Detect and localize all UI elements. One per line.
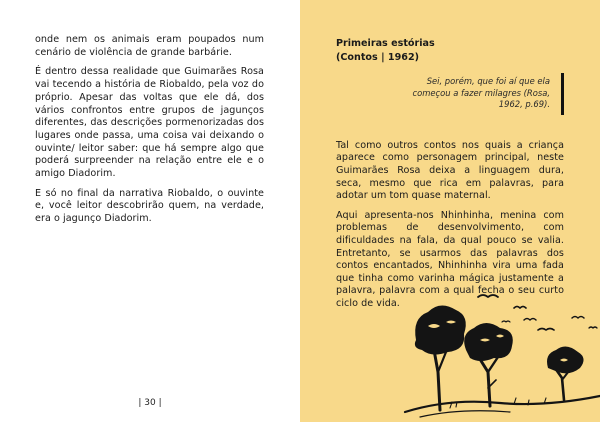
section-subtitle: (Contos | 1962) — [336, 51, 420, 63]
left-paragraph-3: E só no final da narrativa Riobaldo, o ouvinte e, você leitor descobrirão quem, na verdade, era o jagunço Diadorim. — [35, 187, 264, 225]
right-paragraph-1: Tal como outros contos nos quais a criança aparece como personagem principal, neste Guimarães Rosa deixa a linguagem dura, seca, mesmo que rica em palavras, para adotar um tom quase maternal. — [336, 139, 564, 202]
epigraph-quote — [408, 76, 564, 111]
section-title: Primeiras estórias — [336, 38, 435, 49]
right-body — [336, 140, 564, 311]
quote-bar — [561, 73, 564, 115]
left-paragraph-2: É dentro dessa realidade que Guimarães Rosa vai tecendo a história de Riobaldo, pela voz do próprio. Apesar das voltas que ele dá, dos vários confrontos entre grupos de jagunços diferentes, das descrições pormenorizadas dos lugares onde passa, uma coisa vai deixando o ouvinte/ leitor saber: que há sempre algo que poderá surpreender na relação entre ele e o amigo Diadorim. — [35, 66, 264, 180]
page-number: | 30 | — [138, 398, 162, 408]
left-paragraph-1: onde nem os animais eram poupados num cenário de violência de grande barbárie. — [35, 34, 264, 58]
right-page — [300, 0, 600, 422]
epigraph-text: Sei, porém, que foi aí que ela começou a fazer milagres (Rosa, 1962, p.69). — [412, 76, 550, 110]
right-paragraph-2: Aqui apresenta-nos Nhinhinha, menina com problemas de desenvolvimento, com dificuldades na fala, da qual pouco se valia. Entretanto, se usarmos das palavras dos contos encantados, Nhinhinha vira uma fada que tinha como varinha mágica justamente a palavra, palavra com a qual fecha o seu curto ciclo de vida. — [336, 209, 564, 309]
